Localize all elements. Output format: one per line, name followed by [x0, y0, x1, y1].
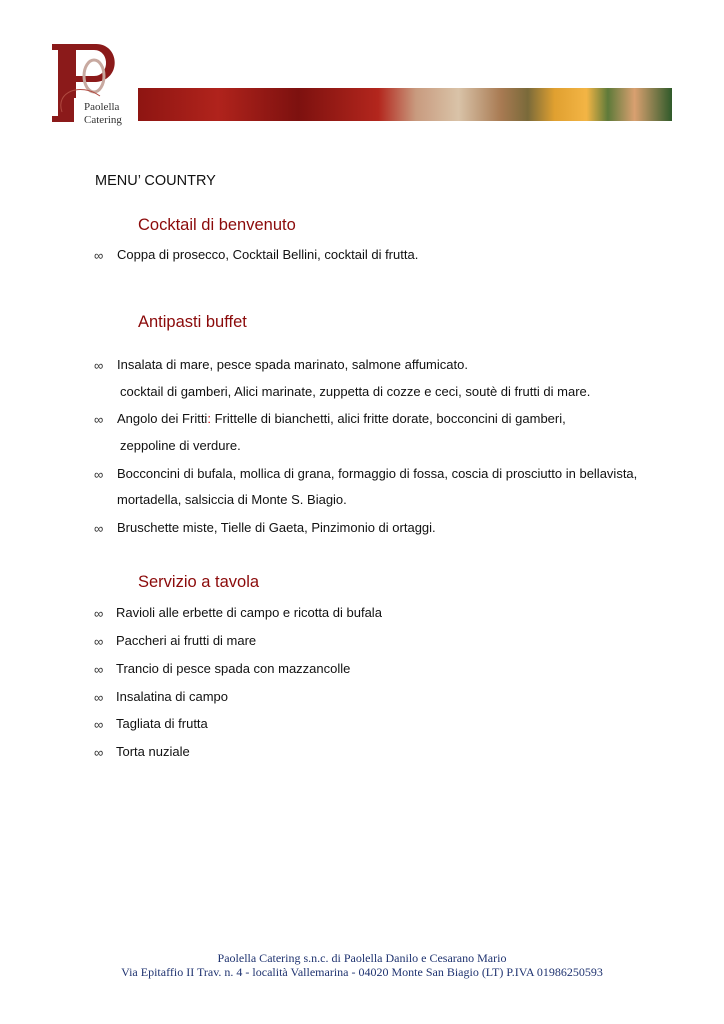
bullet-icon: ∞	[94, 717, 104, 732]
svg-text:Catering: Catering	[84, 114, 122, 126]
header-banner-image	[138, 88, 672, 121]
bullet-icon: ∞	[94, 467, 104, 482]
list-item-continuation: cocktail di gamberi, Alici marinate, zuppetta di cozze e ceci, soutè di frutti di mare.	[120, 384, 591, 399]
list-item	[117, 411, 566, 427]
bullet-icon: ∞	[94, 606, 104, 621]
footer-company: Paolella Catering s.n.c. di Paolella Danilo e Cesarano Mario	[217, 951, 507, 965]
bullet-icon: ∞	[94, 745, 104, 760]
svg-text:Paolella: Paolella	[84, 101, 120, 113]
bullet-icon: ∞	[94, 248, 104, 263]
list-item: Insalatina di campo	[116, 689, 229, 704]
list-item: Coppa di prosecco, Cocktail Bellini, cocktail di frutta.	[117, 247, 419, 262]
footer-address: Via Epitaffio II Trav. n. 4 - località Vallemarina - 04020 Monte San Biagio (LT) P.IVA 01986250593	[121, 965, 603, 979]
list-item: Bocconcini di bufala, mollica di grana, formaggio di fossa, coscia di prosciutto in bellavista,	[117, 466, 638, 481]
item-label: Angolo dei Fritti	[117, 411, 208, 426]
bullet-icon: ∞	[94, 358, 104, 373]
list-item: Insalata di mare, pesce spada marinato, salmone affumicato.	[117, 357, 468, 372]
item-text: Frittelle di bianchetti, alici fritte dorate, bocconcini di gamberi,	[210, 411, 566, 426]
section-heading: Antipasti buffet	[138, 313, 247, 331]
section-heading: Cocktail di benvenuto	[138, 216, 296, 234]
list-item-continuation: mortadella, salsiccia di Monte S. Biagio.	[117, 492, 347, 507]
bullet-icon: ∞	[94, 412, 104, 427]
bullet-icon: ∞	[94, 690, 104, 705]
section-heading: Servizio a tavola	[138, 573, 260, 591]
list-item: Torta nuziale	[116, 744, 190, 759]
menu-title: MENU’ COUNTRY	[95, 173, 216, 189]
list-item: Paccheri ai frutti di mare	[116, 633, 257, 648]
bullet-icon: ∞	[94, 521, 104, 536]
red-colon: :	[207, 411, 211, 426]
paolella-catering-logo	[50, 42, 134, 126]
list-item: Trancio di pesce spada con mazzancolle	[116, 661, 351, 676]
bullet-icon: ∞	[94, 662, 104, 677]
list-item: Bruschette miste, Tielle di Gaeta, Pinzimonio di ortaggi.	[117, 520, 436, 535]
list-item-continuation: zeppoline di verdure.	[120, 438, 241, 453]
list-item: Tagliata di frutta	[116, 716, 208, 731]
list-item: Ravioli alle erbette di campo e ricotta di bufala	[116, 605, 382, 620]
bullet-icon: ∞	[94, 634, 104, 649]
